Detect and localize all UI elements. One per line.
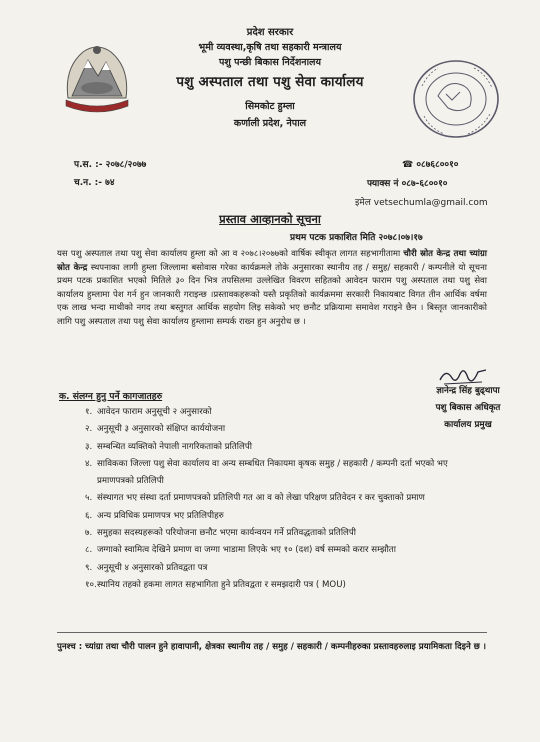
address-line-1: सिमकोट हुम्ला [245,101,295,112]
phone-number: ☎ ०८७६८००१० [402,160,459,170]
list-item: १०. स्थानिय तहको हकमा लागत सहभागिता हुने प्रतिवद्वता र समझदारी पत्र ( MOU) [85,579,346,590]
list-item: २. अनुसूची ३ अनुसारको संक्षिप्त कार्ययोजना [85,424,226,435]
list-item: ४. साविकका जिल्ला पशु सेवा कार्यालय वा अन्य सम्बधित निकायमा कृषक समुह / सहकारी / कम्पनी दर्ता भएको भए प्रमाणपत्रको प्रतिलिपी [85,458,448,487]
notice-title: प्रस्ताव आव्हानको सूचना [219,212,321,226]
body-part-1: यस पशु अस्पताल तथा पशु सेवा कार्यालय हुम्ला को आ व २०७८।२०७७को वार्षिक स्वीकृत लागत सहभागीतामा [57,249,401,259]
list-item: ३. सम्बन्धित व्यक्तिको नेपाली नागरिकताको प्रतिलिपी [85,441,252,452]
document-list [85,404,485,594]
address-line-2: कर्णाली प्रदेश, नेपाल [233,118,307,129]
body-part-2: स्थपनाका लागी हुम्ला जिल्लामा बसोवास गरेका कार्यक्रमले तोके अनुसारका स्थानीय तह / समुह/ सहकारी / कम्पनीले यो सूचना प्रथम पटक प्रकाशित भएको मितिले ३० दिन भित्र तपसिलमा उल्लेखित विवरण सहितको आवेदन फाराम पशु अस्पताल तथा पशु सेवा कार्यालय हुम्लामा पेश गर्न हुन जानकारी गराइन्छ ।प्रस्तावकहरूको यस्तै प्रकृतिको कार्यक्रममा सरकारी निकायबाट विगत तीन आर्थिक वर्षमा एक लाख भन्दा माथीको नगद तथा बस्तुगत आर्थिक सहयोग लिइ सकेको भए छनौट प्रक्रियामा समावेश गराइने छैन । बिस्तृत जानकारीको लागि पशु अस्पताल तथा पशु सेवा कार्यालय हुम्लामा सम्पर्क राख्न हुन अनुरोध छ । [57,262,487,327]
list-item: ९. अनुसूची ४ अनुसारको प्रतिवद्वता पत्र [85,562,208,573]
signatory-role: कार्यालय प्रमुख [444,420,492,430]
letter-number: प.स. :- २०७८/२०७७ [74,160,147,170]
notice-body [57,248,487,330]
header-directorate: पशु पन्छी बिकास निर्देशनालय [219,57,321,68]
fax-number: फ्याक्स नं ०८७-६८००१० [367,179,448,189]
office-name: पशु अस्पताल तथा पशु सेवा कार्यालय [176,74,364,90]
documents-heading: क. संलग्न हुनु पर्ने कागजातहरु [59,391,163,402]
list-item: ६. अन्य प्रविधिक प्रमाणपत्र भए प्रतिलिपीहरु [85,510,224,521]
divider [57,632,487,633]
body-highlight: चौरी स्रोत केन्द्र तथा च्यांग्रा स्रोत केन्द्र [57,249,488,273]
list-item: ७. समुहका सदस्यहरूको परियोजना छनौट भएमा कार्यन्वयन गर्ने प्रतिवद्धताको प्रतिलिपी [85,528,356,539]
dispatch-number: च.न. :- ७४ [74,178,115,188]
list-item: १. आवेदन फाराम अनुसूची २ अनुसारको [85,407,212,417]
email-address: इमेल vetsechumla@gmail.com [355,198,488,208]
list-item: ८. जग्गाको स्वामित्व देखिने प्रमाण वा जग्गा भाडामा लिएके भए १० (दश) वर्ष सम्मको करार सम्झौता [85,545,396,556]
header-province: प्रदेश सरकार [246,27,294,38]
header-ministry: भूमी व्यवस्था,कृषि तथा सहकारी मन्त्रालय [198,42,342,53]
signatory-title: पशु बिकास अधिकृत [435,403,501,413]
first-publication-date: प्रथम पटक प्रकाशित मिति २०७८।०७।१७ [290,233,423,243]
list-item: ५. संस्थागत भए संस्था दर्ता प्रमाणपत्रको प्रतिलिपी गत आ व को लेखा परिक्षण प्रतिवेदन र कर चुक्ताको प्रमाण [85,493,425,504]
signatory-name: ज्ञानेन्द्र सिंह बुढ्थापा [436,386,500,396]
footer-postscript: पुनश्च : च्यांग्रा तथा चौरी पालन हुने हावापानी, क्षेत्रका स्थानीय तह / समुह / सहकारी / कम्पनीहरुका प्रस्तावहरुलाइ प्रयामिकता दिइने छ । [57,642,486,652]
